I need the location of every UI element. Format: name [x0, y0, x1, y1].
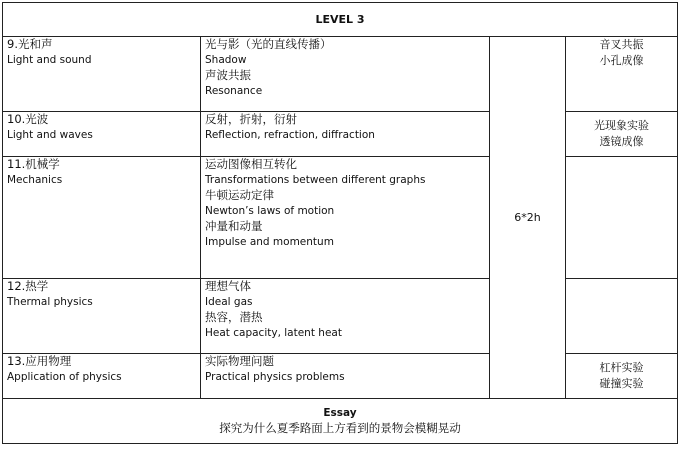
- content-line: Practical physics problems: [205, 370, 345, 383]
- experiment-cell: [566, 354, 678, 399]
- content-cell: [201, 157, 490, 279]
- experiment-item: 透镜成像: [599, 134, 644, 148]
- experiment-cell: [566, 279, 678, 354]
- content-line: Reflection, refraction, diffraction: [205, 128, 375, 141]
- duration-cell: 6*2h: [490, 37, 566, 399]
- content-line: Heat capacity, latent heat: [205, 326, 342, 339]
- topic-zh: 13.应用物理: [7, 354, 72, 368]
- content-line: 声波共振: [205, 68, 251, 82]
- content-line: Ideal gas: [205, 295, 253, 308]
- content-line: 冲量和动量: [205, 219, 263, 233]
- content-line: 运动图像相互转化: [205, 157, 297, 171]
- content-cell: [201, 112, 490, 157]
- table-row: [3, 112, 678, 157]
- table-row: [3, 354, 678, 399]
- content-cell: [201, 354, 490, 399]
- level-title: LEVEL 3: [3, 3, 678, 37]
- essay-label: Essay: [323, 407, 357, 419]
- content-line: Impulse and momentum: [205, 235, 334, 248]
- experiment-item: 杠杆实验: [599, 361, 644, 374]
- topic-cell: [3, 157, 201, 279]
- topic-zh: 9.光和声: [7, 37, 53, 51]
- essay-text: 探究为什么夏季路面上方看到的景物会模糊晃动: [219, 421, 461, 435]
- table-row: [3, 37, 678, 112]
- experiment-cell: [566, 157, 678, 279]
- content-line: 牛顿运动定律: [205, 188, 274, 202]
- experiment-item: 音叉共振: [599, 38, 644, 51]
- content-line: Transformations between different graphs: [205, 173, 426, 186]
- topic-zh: 12.热学: [7, 279, 49, 293]
- topic-en: Application of physics: [7, 370, 122, 383]
- curriculum-table: [2, 2, 678, 444]
- content-line: 热容，潜热: [205, 310, 263, 324]
- topic-en: Light and sound: [7, 53, 92, 66]
- essay-row: [3, 399, 678, 444]
- experiment-item: 光现象实验: [594, 119, 650, 132]
- experiment-item: 小孔成像: [599, 53, 644, 67]
- topic-zh: 10.光波: [7, 112, 49, 126]
- content-cell: [201, 37, 490, 112]
- content-line: 实际物理问题: [205, 354, 274, 368]
- content-line: 反射，折射，衍射: [205, 112, 297, 126]
- content-line: Shadow: [205, 53, 247, 66]
- topic-en: Thermal physics: [7, 295, 93, 308]
- topic-en: Light and waves: [7, 128, 93, 141]
- experiment-cell: [566, 112, 678, 157]
- topic-zh: 11.机械学: [7, 157, 60, 171]
- topic-cell: [3, 279, 201, 354]
- topic-cell: [3, 37, 201, 112]
- content-line: Resonance: [205, 84, 263, 97]
- topic-cell: [3, 354, 201, 399]
- experiment-cell: [566, 37, 678, 112]
- table-row: [3, 157, 678, 279]
- experiment-item: 碰撞实验: [599, 376, 644, 390]
- content-line: 理想气体: [205, 279, 251, 293]
- topic-cell: [3, 112, 201, 157]
- content-line: Newton’s laws of motion: [205, 204, 335, 217]
- topic-en: Mechanics: [7, 173, 63, 186]
- content-line: 光与影（光的直线传播）: [205, 37, 332, 51]
- content-cell: [201, 279, 490, 354]
- table-row: [3, 279, 678, 354]
- essay-cell: [3, 399, 678, 444]
